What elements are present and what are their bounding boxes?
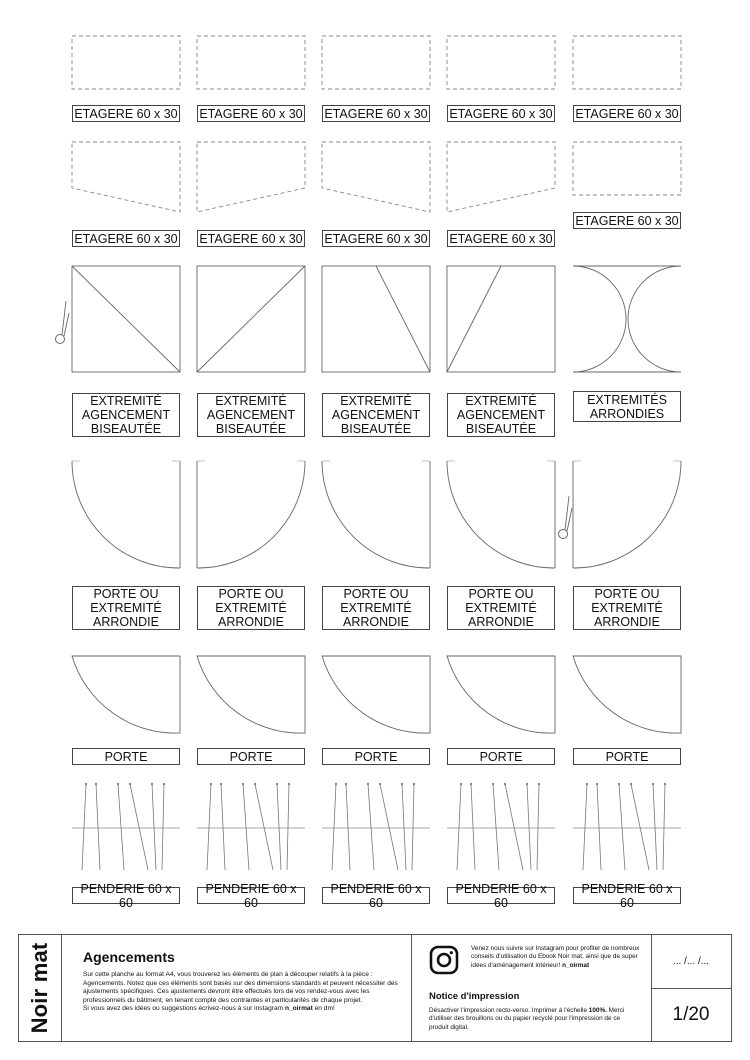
label-extremites-arrondies: EXTREMITÉS ARRONDIES — [573, 391, 681, 422]
label-etagere: ETAGERE 60 x 30 — [447, 105, 555, 122]
hanger-hook — [85, 783, 87, 785]
hanger — [368, 784, 374, 870]
label-extremite-biseautee: EXTREMITÉ AGENCEMENT BISEAUTÉE — [447, 393, 555, 437]
bevel-diagonal — [447, 266, 501, 372]
hanger — [346, 784, 350, 870]
hanger-hook — [538, 783, 540, 785]
hanger-hook — [492, 783, 494, 785]
hanger — [471, 784, 475, 870]
hanger — [277, 784, 281, 870]
hanger-hook — [210, 783, 212, 785]
hanger-hook — [335, 783, 337, 785]
hanger — [221, 784, 225, 870]
hanger-hook — [117, 783, 119, 785]
door-arc — [573, 461, 681, 568]
label-extremite-biseautee: EXTREMITÉ AGENCEMENT BISEAUTÉE — [72, 393, 180, 437]
hanger — [527, 784, 531, 870]
instagram-handle: n_oirmat — [284, 1005, 313, 1013]
rounded-end-arc — [573, 266, 626, 372]
shelf-bevel — [72, 142, 180, 212]
hanger — [118, 784, 124, 870]
label-porte-arrondie: PORTE OU EXTREMITÉ ARRONDIE — [197, 586, 305, 630]
scissors-icon — [559, 530, 568, 539]
shelf-bevel — [447, 142, 555, 212]
hanger — [255, 784, 273, 870]
label-etagere: ETAGERE 60 x 30 — [447, 230, 555, 247]
label-etagere: ETAGERE 60 x 30 — [322, 105, 430, 122]
hanger-hook — [652, 783, 654, 785]
shelf-rect — [322, 36, 430, 89]
label-etagere: ETAGERE 60 x 30 — [197, 230, 305, 247]
hanger-hook — [460, 783, 462, 785]
hanger-hook — [413, 783, 415, 785]
hanger-hook — [401, 783, 403, 785]
rounded-end-arc — [628, 266, 681, 372]
small-door — [447, 656, 555, 733]
hanger — [96, 784, 100, 870]
label-penderie: PENDERIE 60 x 60 — [197, 887, 305, 904]
hanger — [505, 784, 523, 870]
label-etagere: ETAGERE 60 x 30 — [573, 105, 681, 122]
hanger — [619, 784, 625, 870]
hanger-hook — [220, 783, 222, 785]
hanger-hook — [163, 783, 165, 785]
hanger — [653, 784, 657, 870]
hanger — [380, 784, 398, 870]
label-porte: PORTE — [573, 748, 681, 765]
label-porte-arrondie: PORTE OU EXTREMITÉ ARRONDIE — [447, 586, 555, 630]
scissors-icon — [56, 335, 65, 344]
label-porte: PORTE — [322, 748, 430, 765]
footer-block — [18, 934, 732, 1042]
small-door — [322, 656, 430, 733]
label-etagere: ETAGERE 60 x 30 — [72, 105, 180, 122]
shelf-rect — [573, 142, 681, 195]
door-arc — [447, 461, 555, 568]
hanger-hook — [367, 783, 369, 785]
label-etagere: ETAGERE 60 x 30 — [72, 230, 180, 247]
small-door — [72, 656, 180, 733]
hanger — [82, 784, 86, 870]
label-etagere: ETAGERE 60 x 30 — [573, 212, 681, 229]
hanger-hook — [254, 783, 256, 785]
hanger — [631, 784, 649, 870]
label-extremite-biseautee: EXTREMITÉ AGENCEMENT BISEAUTÉE — [197, 393, 305, 437]
instagram-handle-bold: n_oirmat — [562, 961, 590, 969]
small-door — [197, 656, 305, 733]
hanger-hook — [345, 783, 347, 785]
scissors-icon — [64, 313, 69, 336]
instagram-text: Venez nous suivre sur Instagram pour profiter de nombreux conseils d'utilisation du Ebook Noir mat, ainsi que de super idées d'aménagement intérieur! n_oirmat — [471, 945, 640, 969]
hanger — [130, 784, 148, 870]
hanger — [243, 784, 249, 870]
bevel-diagonal — [72, 266, 180, 372]
hanger — [287, 784, 289, 870]
hanger-hook — [242, 783, 244, 785]
hanger-hook — [664, 783, 666, 785]
door-arc — [322, 461, 430, 568]
hanger — [663, 784, 665, 870]
label-penderie: PENDERIE 60 x 60 — [573, 887, 681, 904]
hanger-hook — [288, 783, 290, 785]
label-etagere: ETAGERE 60 x 30 — [322, 230, 430, 247]
shelf-bevel — [322, 142, 430, 212]
label-porte: PORTE — [72, 748, 180, 765]
hanger-hook — [470, 783, 472, 785]
hanger-hook — [586, 783, 588, 785]
hanger-hook — [129, 783, 131, 785]
bevel-diagonal — [197, 266, 305, 372]
hanger — [537, 784, 539, 870]
info-column — [61, 935, 412, 1041]
hanger — [412, 784, 414, 870]
sheet-description: Sur cette planche au format A4, vous trouverez les éléments de plan à découper relatifs à la pièce : Agencements. Notez que ces éléments sont basés sur des dimensions standards et peuvent nécessiter des ajustements spécifiques. Ces ajustements devront être effectués lors de vos rendez-vous avec les professionnels du bâtiment, en tenant compte des contraintes et particularités de chaque projet. Si vous avez des idées ou suggestions écrivez-nous à sur instagram n_oirmat en dm! — [83, 971, 398, 1013]
bevel-end-box — [322, 266, 430, 372]
shelf-rect — [197, 36, 305, 89]
scissors-icon — [567, 508, 572, 531]
door-arc — [72, 461, 180, 568]
shelf-rect — [447, 36, 555, 89]
hanger-hook — [95, 783, 97, 785]
page-number: 1/20 — [672, 1004, 710, 1025]
hanger-hook — [618, 783, 620, 785]
shelf-rect — [72, 36, 180, 89]
sheet-title: Agencements — [83, 949, 175, 965]
hanger — [152, 784, 156, 870]
instagram-icon — [429, 945, 459, 975]
hanger-hook — [596, 783, 598, 785]
hanger-hook — [379, 783, 381, 785]
shelf-bevel — [197, 142, 305, 212]
hanger — [457, 784, 461, 870]
bevel-end-box — [447, 266, 555, 372]
shelf-rect — [573, 36, 681, 89]
label-etagere: ETAGERE 60 x 30 — [197, 105, 305, 122]
hanger-hook — [630, 783, 632, 785]
hanger — [493, 784, 499, 870]
label-penderie: PENDERIE 60 x 60 — [447, 887, 555, 904]
brand-column — [19, 935, 62, 1041]
label-porte-arrondie: PORTE OU EXTREMITÉ ARRONDIE — [573, 586, 681, 630]
door-arc — [197, 461, 305, 568]
hanger — [207, 784, 211, 870]
hanger — [583, 784, 587, 870]
hanger — [402, 784, 406, 870]
hanger-hook — [526, 783, 528, 785]
small-door — [573, 656, 681, 733]
hanger — [597, 784, 601, 870]
label-porte-arrondie: PORTE OU EXTREMITÉ ARRONDIE — [72, 586, 180, 630]
label-porte-arrondie: PORTE OU EXTREMITÉ ARRONDIE — [322, 586, 430, 630]
label-porte: PORTE — [447, 748, 555, 765]
label-porte: PORTE — [197, 748, 305, 765]
hanger-hook — [504, 783, 506, 785]
date-field: ... /... /... — [651, 935, 731, 989]
label-penderie: PENDERIE 60 x 60 — [72, 887, 180, 904]
brand-name: Noir mat — [27, 942, 52, 1034]
notice-title: Notice d'impression — [429, 991, 520, 1002]
hanger-hook — [276, 783, 278, 785]
hanger — [332, 784, 336, 870]
hanger-hook — [151, 783, 153, 785]
bevel-diagonal — [376, 266, 430, 372]
label-extremite-biseautee: EXTREMITÉ AGENCEMENT BISEAUTÉE — [322, 393, 430, 437]
notice-text: Désactiver l'impression recto-verso. Imprimer à l'échelle 100%. Merci d'utiliser des brouillons ou du papier recyclé pour l'impression de ce produit digital. — [429, 1007, 625, 1031]
label-penderie: PENDERIE 60 x 60 — [322, 887, 430, 904]
instagram-column — [411, 935, 652, 1041]
hanger — [162, 784, 164, 870]
